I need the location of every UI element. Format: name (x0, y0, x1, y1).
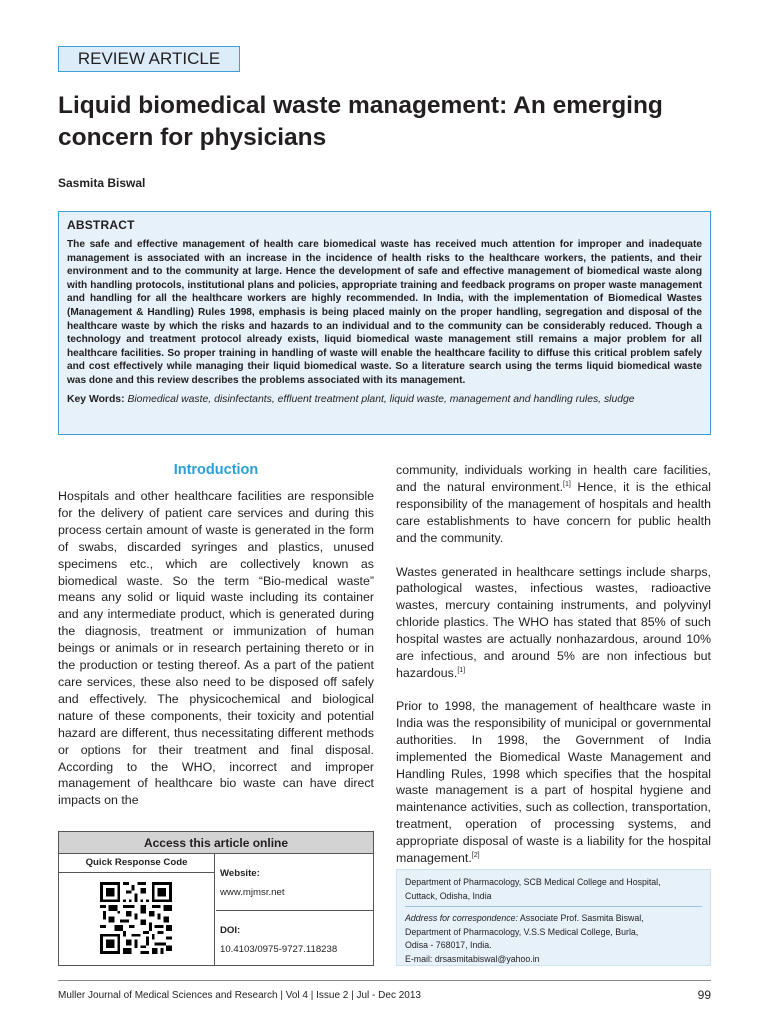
body-text: Prior to 1998, the management of healthcare waste in India was the responsibility of municipal or governmental authorities. In 1998, the Government of India implemented the Biomedical Waste Management and Handling Rules, 1998 which specifies that the hospital waste management is a part of hospital hygiene and maintenance activities, such as collection, transportation, treatment, operation of processing systems, and appropriate disposal of waste is a liability for the hospital management. (396, 698, 711, 866)
body-paragraph (396, 564, 711, 682)
body-text: Wastes generated in healthcare settings include sharps, pathological wastes, infectious wastes, radioactive wastes, mercury containing instruments, and polyvinyl chloride plastics. The WHO has stated that 85% of such hospital wastes are actually nonhazardous, around 10% are infectious, and around 5% are non infectious but hazardous. (396, 564, 711, 680)
website-label: Website: (220, 868, 260, 879)
correspondence-line (405, 912, 702, 926)
keywords-label: Key Words: (67, 393, 125, 405)
website-cell (216, 854, 373, 910)
doi-link[interactable]: 10.4103/0975-9727.118238 (220, 944, 338, 955)
citation-ref[interactable]: [1] (457, 666, 466, 674)
link-cell (216, 854, 373, 965)
qr-cell (59, 854, 215, 965)
abstract-box (58, 211, 711, 435)
article-type-badge: REVIEW ARTICLE (58, 46, 240, 72)
keywords (67, 393, 702, 406)
access-heading: Access this article online (59, 832, 373, 854)
correspondence-line: Department of Pharmacology, V.S.S Medical College, Burla, (405, 926, 639, 937)
page-number: 99 (697, 988, 711, 1002)
website-link[interactable]: www.mjmsr.net (220, 887, 285, 898)
qr-label: Quick Response Code (59, 854, 214, 873)
doi-label: DOI: (220, 925, 241, 936)
access-article-box (58, 831, 374, 966)
journal-footer: Muller Journal of Medical Sciences and Research | Vol 4 | Issue 2 | Jul - Dec 2013 (58, 990, 421, 1001)
correspondence-label: Address for correspondence: (405, 913, 518, 924)
qr-code-icon[interactable] (100, 880, 172, 956)
abstract-heading: ABSTRACT (67, 218, 135, 232)
footer-divider (58, 980, 711, 981)
body-paragraph (396, 698, 711, 867)
body-text: Hence, it is the ethical responsibility of the management of hospitals and health care establishments to have concern for public health and the community. (396, 479, 711, 545)
author-name: Sasmita Biswal (58, 176, 146, 190)
citation-ref[interactable]: [1] (563, 480, 571, 488)
left-column (58, 488, 374, 825)
doi-cell (216, 910, 373, 966)
correspondence-name: Associate Prof. Sasmita Biswal, (517, 913, 644, 924)
right-column (396, 462, 711, 883)
citation-ref[interactable]: [2] (471, 851, 480, 859)
correspondence-line: Odisa - 768017, India. (405, 940, 492, 951)
dept-line: Department of Pharmacology, SCB Medical College and Hospital, (405, 877, 661, 887)
article-title: Liquid biomedical waste management: An emerging concern for physicians (58, 92, 663, 151)
body-text: community, individuals working in health care facilities, and the natural environment. (396, 463, 711, 494)
abstract-text: The safe and effective management of health care biomedical waste has received much attention for improper and inadequate management is associated with an increase in the incidence of health risks to the healthcare workers, the patients, and their environment and to the community at large. Hence the development of safe and effective management of biomedical waste along with handling protocols, institutional plans and policies, appropriate training and feedback programs on proper waste management and handling for all the healthcare workers are highly recommended. In India, with the implementation of Biomedical Wastes (Management & Handling) Rules 1998, emphasis is being placed mainly on the proper handling, segregation and disposal of the healthcare waste by which the risks and hazards to an individual and to the community can be considerably reduced. Though a technology and treatment protocol already exists, liquid biomedical waste management still remains a major problem for all healthcare facilities. So proper training in handling of waste will enable the healthcare facility to diffuse this critical problem safely and cost effectively while managing their liquid biomedical waste. So a literature search using the terms liquid biomedical waste was done and this review describes the problems associated with its management. (67, 239, 702, 386)
keywords-text: Biomedical waste, disinfectants, effluent treatment plant, liquid waste, management and handling rules, sludge (127, 393, 635, 405)
body-paragraph (396, 462, 711, 547)
intro-paragraph: Hospitals and other healthcare facilities are responsible for the delivery of patient care services and during this process certain amount of waste is generated in the form of swabs, discarded syringes and plastics, unused specimens etc., which are collectively known as biomedical waste. So the term “Bio-medical waste” means any solid or liquid waste including its container and any intermediate product, which is generated during the diagnosis, treatment or immunization of human beings or animals or in research pertaining thereto or in the production or testing thereof. As a part of the patient care services, these also need to be disposed off safely and effectively. The physicochemical and biological nature of these components, their toxicity and potential hazard are different, thus necessitating different methods or options for their treatment and final disposal. According to the WHO, incorrect and improper management of healthcare bio waste can have direct impacts on the (58, 489, 374, 808)
email-line[interactable]: E-mail: drsasmitabiswal@yahoo.in (405, 953, 540, 964)
affiliation-box (396, 869, 711, 966)
dept-line: Cuttack, Odisha, India (405, 890, 492, 901)
section-heading-introduction: Introduction (173, 462, 259, 478)
